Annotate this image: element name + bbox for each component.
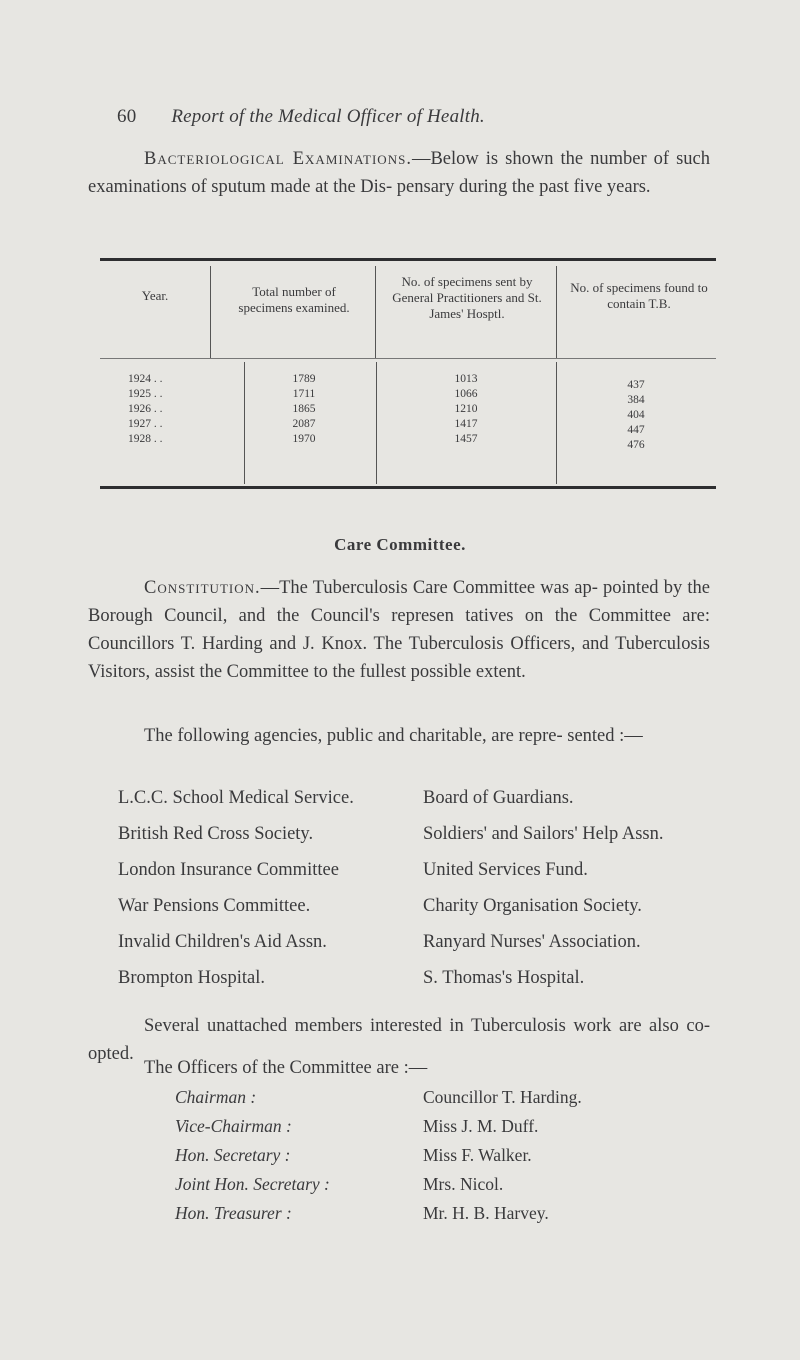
column-header-sent: No. of specimens sent by General Practitioners and St. James' Hosptl. (392, 274, 542, 321)
page-number: 60 (117, 106, 137, 127)
table-header-rule (100, 358, 716, 359)
list-item (118, 968, 718, 1004)
list-item (118, 896, 718, 932)
table-cell-year: 1926 . . (128, 403, 163, 415)
table-cell-total: 1789 (292, 373, 316, 385)
list-item (175, 1174, 695, 1203)
agency-name: Soldiers' and Sailors' Help Assn. (423, 824, 664, 844)
constitution-paragraph (88, 574, 710, 686)
officers-intro: The Officers of the Committee are :— (144, 1058, 428, 1078)
agencies-intro: The following agencies, public and charitable, are repre- sented :— (144, 726, 643, 746)
agency-name: United Services Fund. (423, 860, 588, 880)
column-header-year: Year. (141, 288, 169, 303)
table-header (100, 258, 716, 358)
table-cell-total: 2087 (292, 418, 316, 430)
table-cell-total: 1711 (292, 388, 316, 400)
agency-name: Board of Guardians. (423, 788, 574, 808)
list-item (175, 1087, 695, 1116)
table-cell-tb: 447 (627, 424, 645, 436)
table-cell-sent: 1417 (454, 418, 478, 430)
table-cell-year: 1928 . . (128, 433, 163, 445)
list-item (175, 1203, 695, 1232)
column-divider (210, 266, 211, 358)
officer-name: Miss J. M. Duff. (423, 1116, 539, 1136)
table-bottom-rule (100, 486, 716, 489)
column-tb (556, 378, 716, 453)
column-years (128, 372, 208, 447)
running-title: Report of the Medical Officer of Health. (171, 106, 485, 127)
bacteriological-heading: Bacteriological Examinations. (144, 149, 412, 169)
list-item (175, 1116, 695, 1145)
table-cell-total: 1865 (292, 403, 316, 415)
agency-name: S. Thomas's Hospital. (423, 968, 585, 988)
officer-list (175, 1087, 695, 1232)
agency-name: Invalid Children's Aid Assn. (118, 932, 327, 952)
table-cell-year: 1924 . . (128, 373, 163, 385)
officer-role: Chairman : (175, 1087, 257, 1107)
agency-name: Charity Organisation Society. (423, 896, 642, 916)
table-cell-sent: 1013 (454, 373, 478, 385)
agency-name: Brompton Hospital. (118, 968, 265, 988)
table-cell-year: 1925 . . (128, 388, 163, 400)
page-header (117, 106, 485, 128)
column-header-tb: No. of specimens found to contain T.B. (570, 280, 708, 311)
column-totals (244, 372, 364, 447)
care-committee-title: Care Committee. (334, 535, 466, 554)
agency-name: British Red Cross Society. (118, 824, 314, 844)
list-item (118, 860, 718, 896)
officer-role: Vice-Chairman : (175, 1116, 292, 1136)
table-cell-tb: 404 (627, 409, 645, 421)
agency-name: Ranyard Nurses' Association. (423, 932, 641, 952)
table-cell-sent: 1210 (454, 403, 478, 415)
agency-name: War Pensions Committee. (118, 896, 311, 916)
officer-role: Hon. Secretary : (175, 1145, 291, 1165)
table-body (100, 372, 716, 482)
bacteriological-text: —Below is shown the number of such examinations of sputum made at the Dis- pensary during the past five years. (88, 149, 710, 197)
agency-list (118, 788, 718, 1004)
officer-name: Councillor T. Harding. (423, 1087, 582, 1107)
constitution-heading: Constitution. (144, 578, 261, 598)
table-cell-tb: 384 (627, 394, 645, 406)
column-divider (556, 266, 557, 358)
column-sent (376, 372, 556, 447)
table-cell-sent: 1066 (454, 388, 478, 400)
column-header-total: Total number of specimens examined. (238, 284, 350, 315)
agency-name: L.C.C. School Medical Service. (118, 788, 354, 808)
table-cell-tb: 476 (627, 439, 645, 451)
agency-name: London Insurance Committee (118, 860, 339, 880)
constitution-text: —The Tuberculosis Care Committee was ap- pointed by the Borough Council, and the Council's represen tatives on the Committee are: Councillors T. Harding and J. Knox. The Tuberculosis Officers, and Tuberculosis Visitors, assist the Committee to the fullest possible extent. (88, 578, 710, 682)
bacteriological-paragraph (88, 145, 710, 201)
table-cell-year: 1927 . . (128, 418, 163, 430)
list-item (118, 932, 718, 968)
officer-name: Miss F. Walker. (423, 1145, 532, 1165)
column-divider (375, 266, 376, 358)
officer-role: Hon. Treasurer : (175, 1203, 292, 1223)
officer-name: Mr. H. B. Harvey. (423, 1203, 549, 1223)
unattached-paragraph: Several unattached members interested in Tuberculosis work are also co-opted. (88, 1016, 710, 1064)
list-item (175, 1145, 695, 1174)
officer-name: Mrs. Nicol. (423, 1174, 504, 1194)
table-cell-sent: 1457 (454, 433, 478, 445)
table-cell-tb: 437 (627, 379, 645, 391)
list-item (118, 824, 718, 860)
officer-role: Joint Hon. Secretary : (175, 1174, 330, 1194)
table-cell-total: 1970 (292, 433, 316, 445)
list-item (118, 788, 718, 824)
